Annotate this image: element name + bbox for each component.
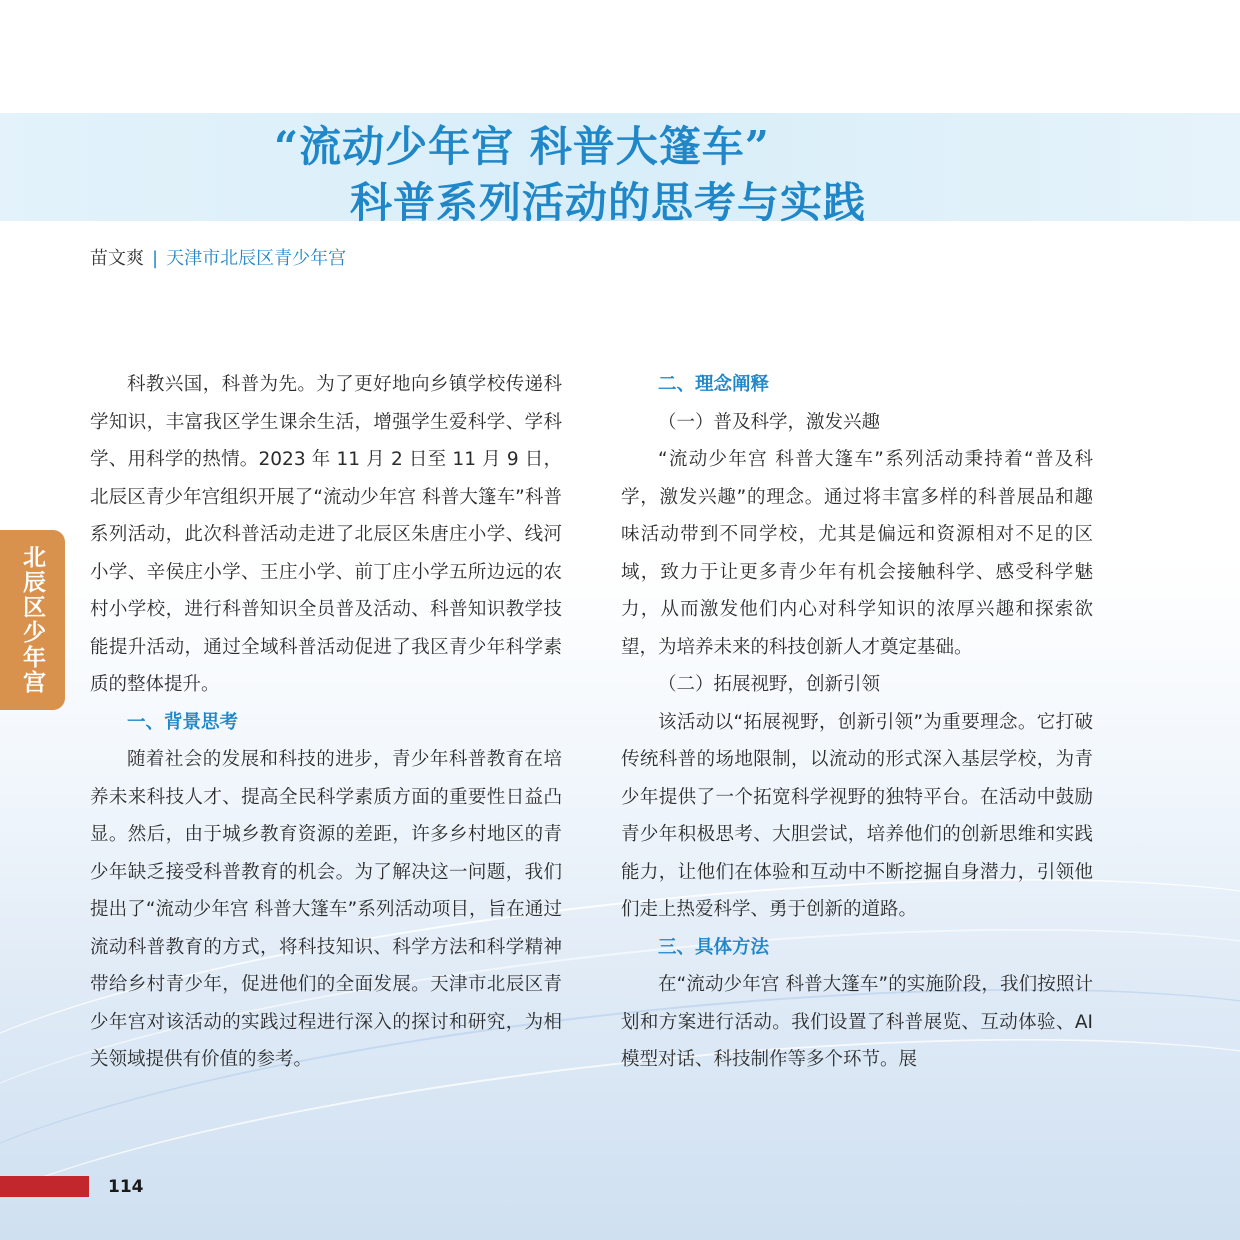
byline-separator: | [152, 248, 159, 269]
concept-paragraph-1: “流动少年宫 科普大篷车”系列活动秉持着“普及科学，激发兴趣”的理念。通过将丰富多样的科普展品和趣味活动带到不同学校，尤其是偏远和资源相对不足的区域，致力于让更多青少年有机会接触科学、感受科学魅力，从而激发他们内心对科学知识的浓厚兴趣和探索欲望，为培养未来的科技创新人才奠定基础。 [621, 449, 1093, 658]
section-heading-methods: 三、具体方法 [658, 936, 770, 958]
left-column [90, 366, 562, 1079]
section-side-tab: 北辰区少年宫 [0, 530, 65, 710]
subheading-expand-horizons: （二）拓展视野，创新引领 [658, 674, 881, 695]
page-number: 114 [108, 1177, 144, 1197]
article-title-line-1: “流动少年宫 科普大篷车” [274, 122, 770, 171]
methods-paragraph: 在“流动少年宫 科普大篷车”的实施阶段，我们按照计划和方案进行活动。我们设置了科普展览、互动体验、AI 模型对话、科技制作等多个环节。展 [621, 974, 1093, 1070]
subheading-popularize-science: （一）普及科学，激发兴趣 [658, 411, 881, 433]
article-title-line-2: 科普系列活动的思考与实践 [350, 178, 867, 227]
intro-paragraph: 科教兴国，科普为先。为了更好地向乡镇学校传递科学知识，丰富我区学生课余生活，增强学生爱科学、学科学、用科学的热情。2023 年 11 月 2 日至 11 月 9 日，北辰区青少年宫组织开展了“流动少年宫 科普大篷车”科普系列活动，此次科普活动走进了北辰区朱唐庄小学、线河小学、辛侯庄小学、王庄小学、前丁庄小学五所边远的农村小学校，进行科普知识全员普及活动、科普知识教学技能提升活动，通过全域科普活动促进了我区青少年科学素质的整体提升。 [90, 374, 562, 695]
author-organization: 天津市北辰区青少年宫 [166, 248, 347, 269]
section-heading-concept: 二、理念阐释 [658, 374, 770, 395]
author-name: 苗文爽 [90, 248, 144, 269]
background-paragraph: 随着社会的发展和科技的进步，青少年科普教育在培养未来科技人才、提高全民科学素质方面的重要性日益凸显。然后，由于城乡教育资源的差距，许多乡村地区的青少年缺乏接受科普教育的机会。为了解决这一问题，我们提出了“流动少年宫 科普大篷车”系列活动项目，旨在通过流动科普教育的方式，将科技知识、科学方法和科学精神带给乡村青少年，促进他们的全面发展。天津市北辰区青少年宫对该活动的实践过程进行深入的探讨和研究，为相关领域提供有价值的参考。 [90, 749, 562, 1070]
section-heading-background: 一、背景思考 [127, 711, 239, 733]
footer-accent-bar [0, 1176, 89, 1197]
concept-paragraph-2: 该活动以“拓展视野，创新引领”为重要理念。它打破传统科普的场地限制，以流动的形式深入基层学校，为青少年提供了一个拓宽科学视野的独特平台。在活动中鼓励青少年积极思考、大胆尝试，培养他们的创新思维和实践能力，让他们在体验和互动中不断挖掘自身潜力，引领他们走上热爱科学、勇于创新的道路。 [621, 711, 1093, 920]
byline [90, 244, 346, 270]
right-column [621, 366, 1093, 1079]
